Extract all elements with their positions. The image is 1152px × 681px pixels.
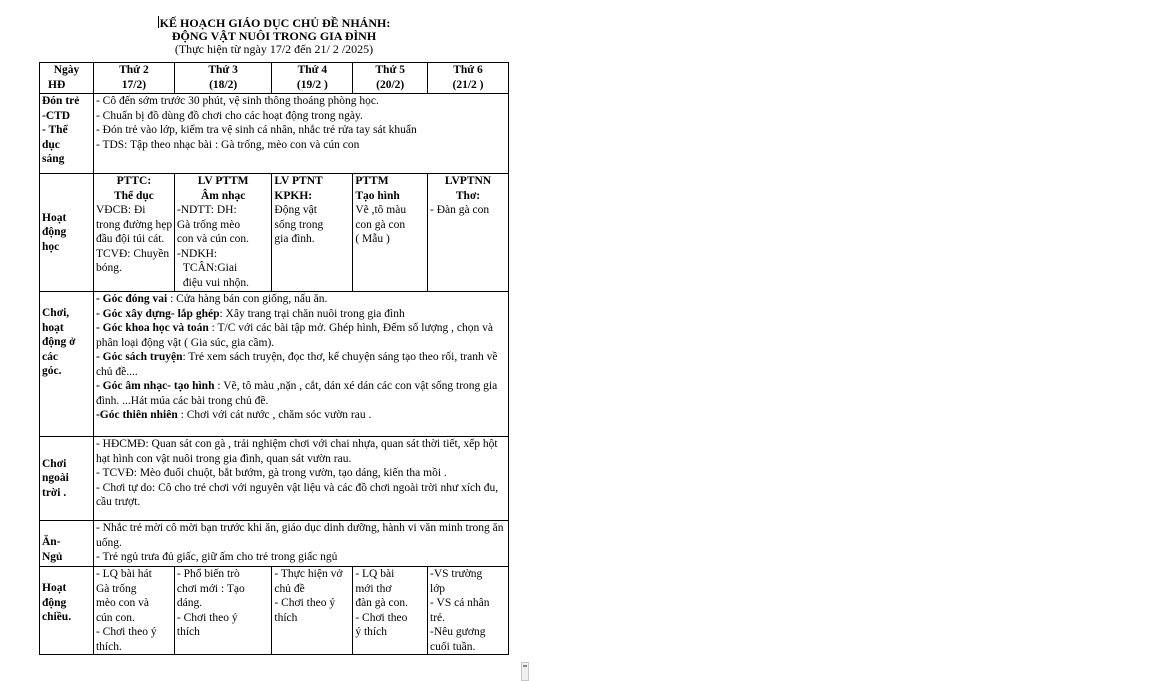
row-label-choi-goc: Chơi, hoạt động ở các góc. [40, 292, 94, 437]
choi-goc-content [93, 292, 508, 437]
chieu-cell-thu: - LQ bài mới thơ đàn gà con. - Chơi theo ý thích [353, 567, 428, 655]
header-day-3: Thứ 4 (19/2 ) [272, 63, 353, 94]
document-title-block [40, 16, 508, 56]
ngoai-troi-content [93, 437, 508, 521]
lesson-cell-wed: LV PTNT KPKH: Động vật sống trong gia đình. [272, 174, 353, 292]
row-don-tre [40, 94, 509, 174]
row-choi-goc [40, 292, 509, 437]
header-day-2: Thứ 3 (18/2) [174, 63, 272, 94]
document-topic: ĐỘNG VẬT NUÔI TRONG GIA ĐÌNH [171, 29, 377, 43]
row-hoat-dong-chieu [40, 567, 509, 655]
goc-item: - Góc sách truyện: Trẻ xem sách truyện, đọc thơ, kể chuyện sáng tạo theo rối, tranh về chủ đề.... [95, 351, 498, 378]
title-line-1: KẾ HOẠCH GIÁO DỤC CHỦ ĐỀ NHÁNH: [159, 16, 391, 30]
goc-item: -Góc thiên nhiên : Chơi với cát nước , chăm sóc vườn rau . [95, 409, 372, 421]
goc-item: - Góc âm nhạc- tạo hình : Vẽ, tô màu ,nặn , cắt, dán xé dán các con vật sống trong gia đình. ...Hát múa các bài trong chủ đề. [95, 380, 498, 407]
weekly-plan-table [39, 62, 509, 655]
row-label-hoat-dong-chieu: Hoạt động chiều. [40, 567, 94, 655]
don-tre-content: - Cô đến sớm trước 30 phút, vệ sinh thông thoáng phòng học. - Chuẩn bị đồ dùng đồ chơi cho các hoạt động trong ngày. - Đón trẻ vào lớp, kiểm tra vệ sinh cá nhân, nhắc trẻ rửa tay sát khuẩn - TDS: Tập theo nhạc bài : Gà trống, mèo con và cún con [93, 94, 508, 174]
ngoai-troi-item: - Chơi tự do: Cô cho trẻ chơi với nguyên vật liệu và các đồ chơi ngoài trời như xích đu, cầu trượt. [95, 481, 499, 508]
text-cursor [158, 16, 159, 28]
an-ngu-item: - Trẻ ngủ trưa đủ giấc, giữ ấm cho trẻ trong giấc ngủ [95, 551, 338, 563]
lesson-cell-thu: PTTM Tạo hình Vẽ ,tô màu con gà con ( Mẫu ) [353, 174, 428, 292]
header-ngay-hd: Ngày HĐ [40, 63, 94, 94]
ngoai-troi-item: - TCVĐ: Mèo đuổi chuột, bắt bướm, gà trong vườn, tạo dáng, kiến tha mồi . [95, 467, 447, 479]
row-label-ngoai-troi: Chơi ngoài trời . [40, 437, 94, 521]
ngoai-troi-item: - HĐCMĐ: Quan sát con gà , trải nghiệm chơi với chai nhựa, quan sát thời tiết, xếp hột hạt hình con vật nuôi trong gia đình, quan sát vườn rau. [95, 438, 498, 465]
page-corner-handle[interactable] [521, 662, 529, 681]
header-day-1: Thứ 2 17/2) [93, 63, 174, 94]
handle-grip-icon [523, 665, 527, 667]
chieu-cell-tue: - Phổ biến trò chơi mới : Tạo dáng. - Chơi theo ý thích [174, 567, 272, 655]
lesson-cell-fri: LVPTNN Thơ: - Đàn gà con [428, 174, 509, 292]
lesson-cell-mon: PTTC: Thể dục VĐCB: Đi trong đường hẹp đầu đội túi cát. TCVĐ: Chuyền bóng. [93, 174, 174, 292]
chieu-cell-fri: -VS trường lớp - VS cá nhân trẻ. -Nêu gương cuối tuần. [428, 567, 509, 655]
goc-item: - Góc đóng vai : Cửa hàng bán con giống, nấu ăn. [95, 293, 328, 305]
row-hoat-dong-hoc [40, 174, 509, 292]
goc-item: - Góc xây dựng- lắp ghép: Xây trang trại chăn nuôi trong gia đình [95, 307, 405, 320]
date-range: (Thực hiện từ ngày 17/2 đến 21/ 2 /2025) [174, 42, 374, 56]
row-label-an-ngu: Ăn- Ngủ [40, 521, 94, 567]
chieu-cell-wed: - Thực hiện vở chủ đề - Chơi theo ý thích [272, 567, 353, 655]
an-ngu-content [93, 521, 508, 567]
goc-item: - Góc khoa học và toán : T/C với các bài tập mở. Ghép hình, Đếm số lượng , chọn và phân loại động vật ( Gia súc, gia cầm). [95, 322, 493, 349]
row-label-hoat-dong-hoc: Hoạt động học [40, 174, 94, 292]
an-ngu-item: - Nhắc trẻ mời cô mời bạn trước khi ăn, giáo dục dinh dưỡng, hành vi văn minh trong ăn uống. [95, 522, 504, 549]
header-day-5: Thứ 6 (21/2 ) [428, 63, 509, 94]
row-label-don-tre: Đón trẻ -CTD - Thể dục sáng [40, 94, 94, 174]
header-day-4: Thứ 5 (20/2) [353, 63, 428, 94]
chieu-cell-mon: - LQ bài hát Gà trống mèo con và cún con. - Chơi theo ý thích. [93, 567, 174, 655]
lesson-cell-tue: LV PTTM Âm nhạc -NDTT: DH: Gà trống mèo con và cún con. -NDKH: TCÂN:Giai điệu vui nhộn. [174, 174, 272, 292]
row-an-ngu [40, 521, 509, 567]
document-title [40, 16, 508, 30]
table-header-row [40, 63, 509, 94]
row-ngoai-troi [40, 437, 509, 521]
